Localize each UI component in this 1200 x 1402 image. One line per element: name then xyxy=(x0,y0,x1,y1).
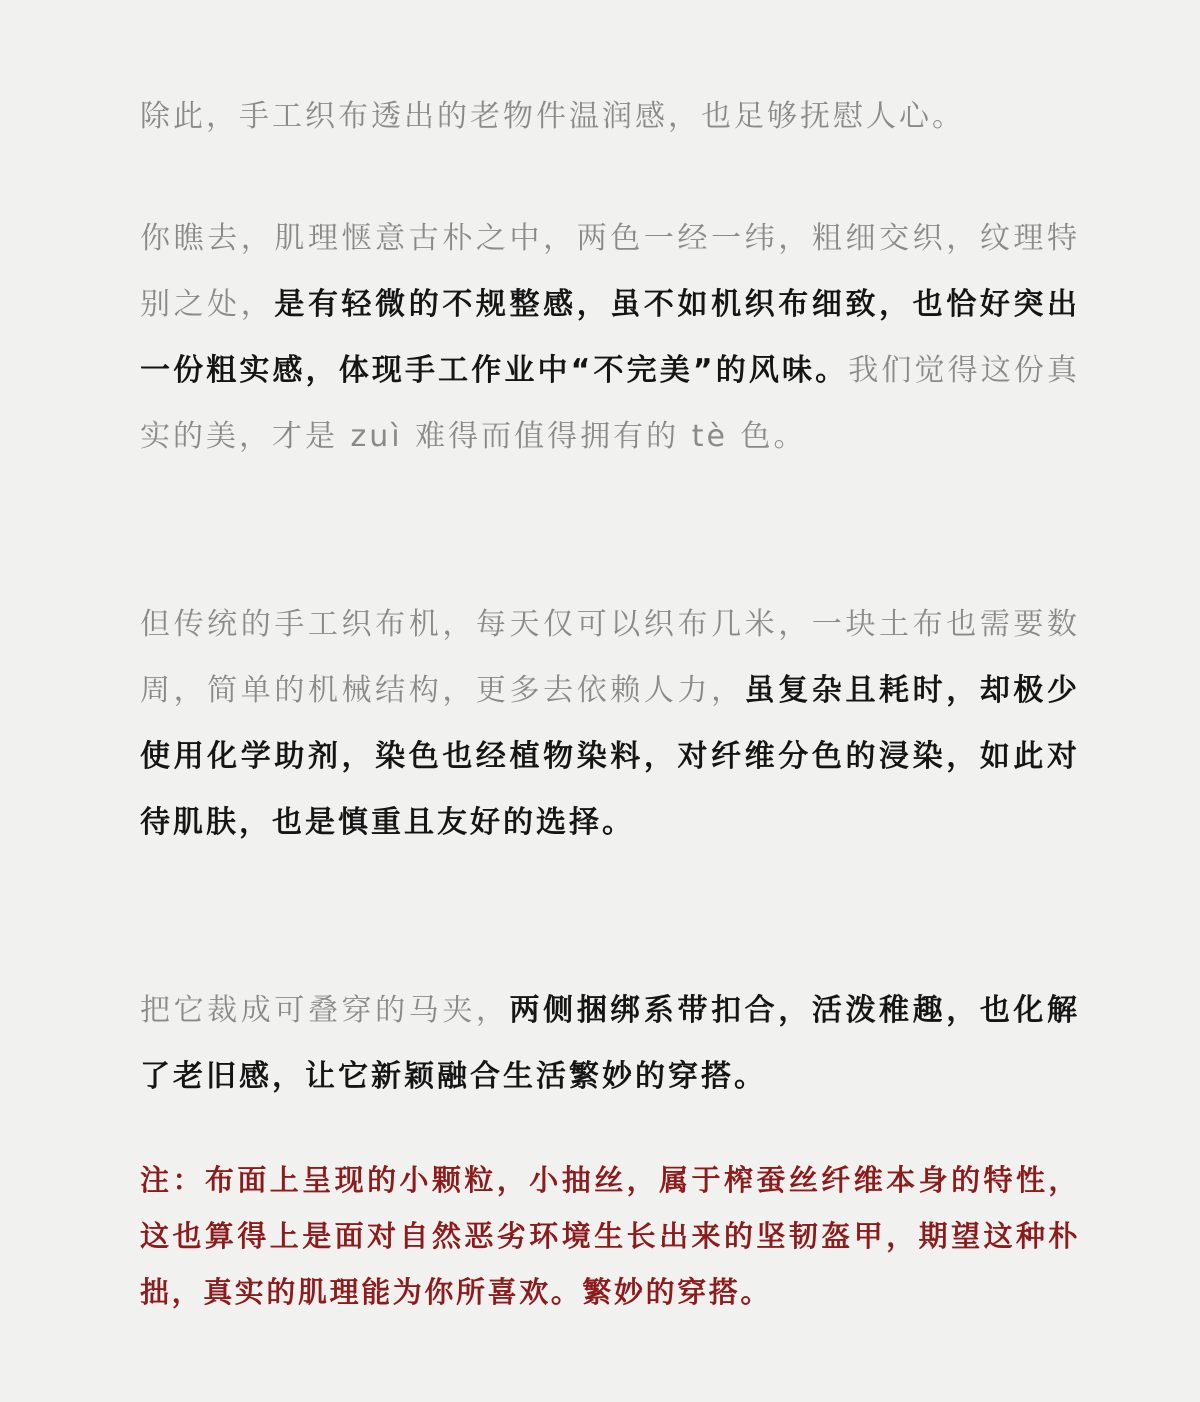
paragraph-emphasis: 两侧捆绑系带扣合，活泼稚趣，也化解了老旧感，让它新颖融合生活繁妙的穿搭。 xyxy=(140,993,1081,1094)
paragraph-emphasis: 虽复杂且耗时，却极少使用化学助剂，染色也经植物染料，对纤维分色的浸染，如此对待肌肤，也是慎重且友好的选择。 xyxy=(140,673,1081,840)
paragraph-text: 但传统的手工织布机，每天仅可以织布几米，一块土布也需要数周，简单的机械结构，更多去依赖人力， xyxy=(140,607,1080,708)
paragraph-text: 除此，手工织布透出的老物件温润感，也足够抚慰人心。 xyxy=(140,99,965,134)
paragraph-vest xyxy=(140,978,1080,1110)
care-note: 注：布面上呈现的小颗粒，小抽丝，属于榨蚕丝纤维本身的特性，这也算得上是面对自然恶劣环境生长出来的坚韧盔甲，期望这种朴拙，真实的肌理能为你所喜欢。繁妙的穿搭。 xyxy=(140,1163,1080,1309)
paragraph-text: 你瞧去，肌理惬意古朴之中，两色一经一纬，粗细交织，纹理特别之处， xyxy=(140,221,1080,322)
paragraph-comfort xyxy=(140,84,1080,150)
paragraph-handloom xyxy=(140,592,1080,856)
paragraph-texture xyxy=(140,206,1080,470)
paragraph-text: 我们觉得这份真实的美，才是 zuì 难得而值得拥有的 tè 色。 xyxy=(140,353,1080,454)
paragraph-emphasis: 是有轻微的不规整感，虽不如机织布细致，也恰好突出一份粗实感，体现手工作业中“不完美”的风味。 xyxy=(140,287,1081,388)
paragraph-text: 把它裁成可叠穿的马夹， xyxy=(140,993,510,1028)
